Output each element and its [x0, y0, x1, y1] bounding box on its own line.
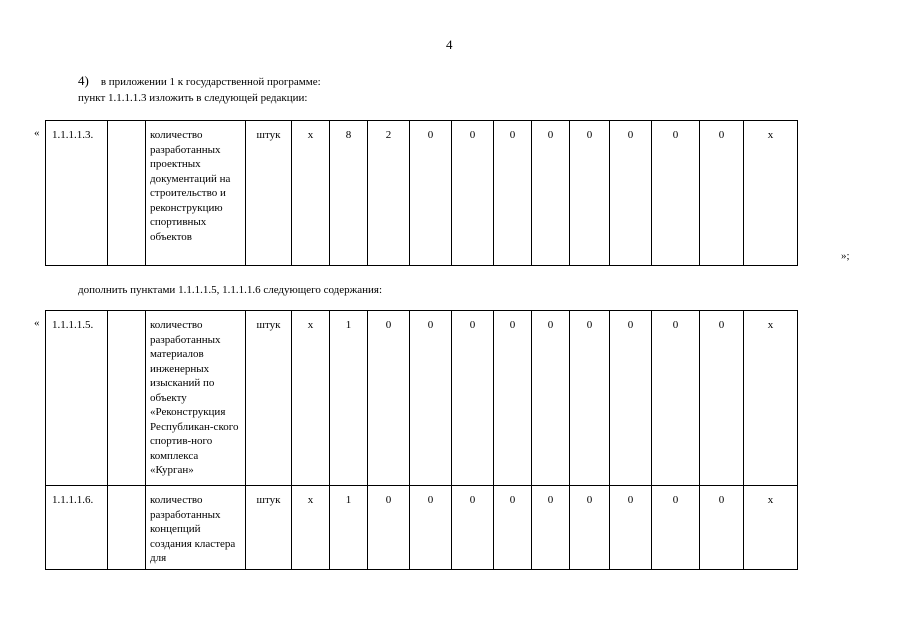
value-cell: 0 — [532, 486, 570, 570]
value-cell: 0 — [570, 121, 610, 266]
value-cell: 0 — [652, 311, 700, 486]
intro-text-1: в приложении 1 к государственной программе: — [100, 76, 321, 88]
value-cell: х — [292, 486, 330, 570]
value-cell: 0 — [652, 486, 700, 570]
value-cell: 2 — [368, 121, 410, 266]
value-cell: 0 — [452, 486, 494, 570]
open-quote-2: « — [34, 317, 40, 329]
value-cell: 0 — [652, 121, 700, 266]
value-cell: 0 — [700, 311, 744, 486]
unit-cell: штук — [246, 121, 292, 266]
value-cell: 0 — [532, 121, 570, 266]
value-cell: 0 — [570, 311, 610, 486]
value-cell: 0 — [368, 486, 410, 570]
indicator-name-cell: количество разработанных проектных документаций на строительство и реконструкцию спортивных объектов — [146, 121, 246, 266]
value-cell: х — [744, 311, 798, 486]
paragraph-add-items: дополнить пунктами 1.1.1.1.5, 1.1.1.1.6 следующего содержания: — [78, 284, 382, 296]
code-cell: 1.1.1.1.3. — [46, 121, 108, 266]
value-cell: х — [744, 486, 798, 570]
value-cell: 0 — [410, 121, 452, 266]
value-cell: 0 — [410, 486, 452, 570]
value-cell: 0 — [494, 311, 532, 486]
page-number: 4 — [446, 37, 453, 52]
value-cell: 1 — [330, 311, 368, 486]
empty-cell — [108, 121, 146, 266]
value-cell: 0 — [532, 311, 570, 486]
item-number: 4) — [78, 73, 89, 88]
unit-cell: штук — [246, 311, 292, 486]
value-cell: х — [292, 121, 330, 266]
value-cell: 0 — [494, 486, 532, 570]
indicator-table-2 — [45, 310, 798, 570]
open-quote-1: « — [34, 127, 40, 139]
intro-line-2: пункт 1.1.1.1.3 изложить в следующей редакции: — [78, 92, 308, 104]
code-cell: 1.1.1.1.5. — [46, 311, 108, 486]
indicator-name-cell: количество разработанных материалов инженерных изысканий по объекту «Реконструкция Республикан-ского спортив-ного комплекса «Курган» — [146, 311, 246, 486]
table-row — [46, 311, 798, 486]
value-cell: 1 — [330, 486, 368, 570]
empty-cell — [108, 486, 146, 570]
intro-line-1 — [78, 74, 321, 89]
unit-cell: штук — [246, 486, 292, 570]
value-cell: 0 — [700, 121, 744, 266]
table-row — [46, 486, 798, 570]
code-cell: 1.1.1.1.6. — [46, 486, 108, 570]
value-cell: х — [744, 121, 798, 266]
value-cell: 0 — [452, 121, 494, 266]
indicator-name-cell: количество разработанных концепций создания кластера для — [146, 486, 246, 570]
value-cell: 0 — [610, 121, 652, 266]
value-cell: 0 — [368, 311, 410, 486]
value-cell: 0 — [610, 486, 652, 570]
value-cell: 0 — [610, 311, 652, 486]
value-cell: 0 — [700, 486, 744, 570]
value-cell: 0 — [410, 311, 452, 486]
value-cell: х — [292, 311, 330, 486]
indicator-table-1 — [45, 120, 798, 266]
value-cell: 0 — [452, 311, 494, 486]
value-cell: 0 — [570, 486, 610, 570]
empty-cell — [108, 311, 146, 486]
table-row — [46, 121, 798, 266]
close-quote-1: »; — [841, 250, 850, 262]
value-cell: 8 — [330, 121, 368, 266]
value-cell: 0 — [494, 121, 532, 266]
